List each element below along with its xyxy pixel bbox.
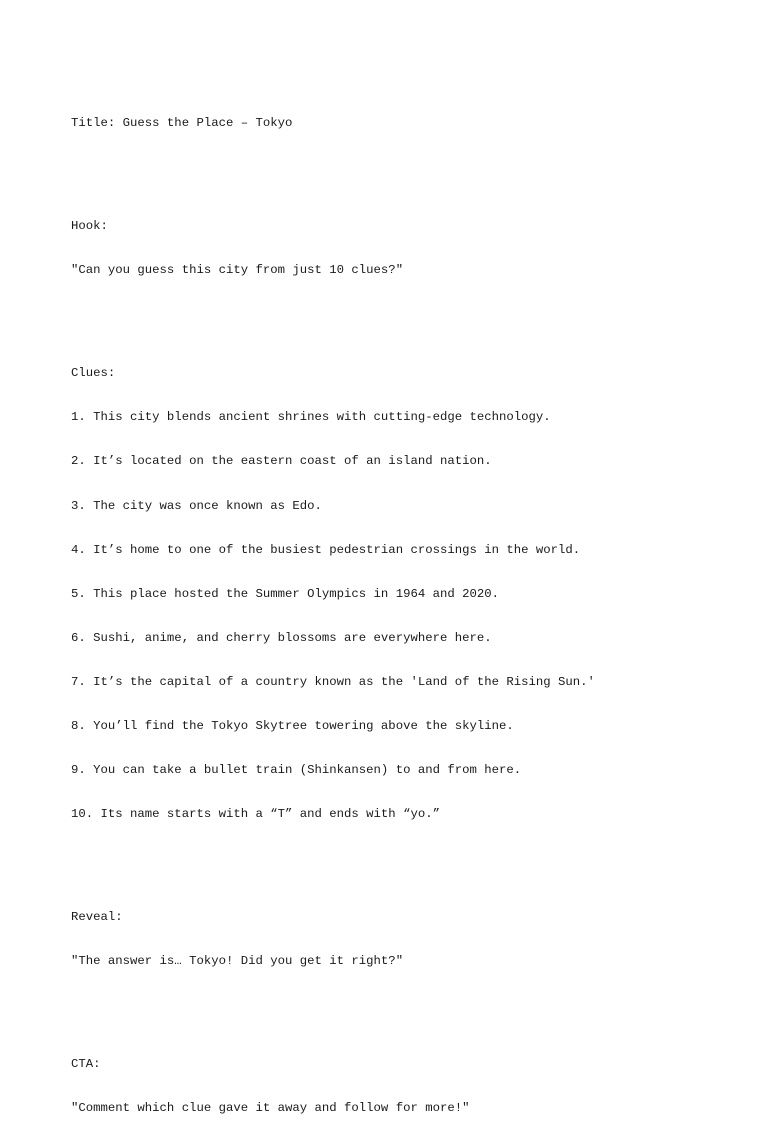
document-body	[71, 87, 731, 1145]
document-title: Title: Guess the Place – Tokyo	[71, 116, 293, 131]
clue-item-10: 10. Its name starts with a “T” and ends with “yo.”	[71, 807, 440, 822]
clue-item-6: 6. Sushi, anime, and cherry blossoms are everywhere here.	[71, 630, 492, 645]
clue-item-4: 4. It’s home to one of the busiest pedestrian crossings in the world.	[71, 542, 581, 557]
cta-text: "Comment which clue gave it away and follow for more!"	[71, 1101, 470, 1116]
spacer	[71, 161, 731, 176]
clue-item-3: 3. The city was once known as Edo.	[71, 498, 322, 513]
clue-item-2: 2. It’s located on the eastern coast of an island nation.	[71, 454, 492, 469]
clue-item-9: 9. You can take a bullet train (Shinkansen) to and from here.	[71, 763, 522, 778]
clue-item-7: 7. It’s the capital of a country known as the 'Land of the Rising Sun.'	[71, 674, 595, 689]
spacer	[71, 851, 731, 866]
spacer	[71, 998, 731, 1013]
hook-text: "Can you guess this city from just 10 clues?"	[71, 263, 404, 278]
clue-item-5: 5. This place hosted the Summer Olympics in 1964 and 2020.	[71, 586, 500, 601]
cta-heading: CTA:	[71, 1057, 101, 1072]
hook-heading: Hook:	[71, 219, 108, 234]
reveal-text: "The answer is… Tokyo! Did you get it right?"	[71, 954, 404, 969]
clue-item-1: 1. This city blends ancient shrines with cutting-edge technology.	[71, 410, 551, 425]
reveal-heading: Reveal:	[71, 910, 123, 925]
spacer	[71, 307, 731, 322]
clues-heading: Clues:	[71, 366, 116, 381]
clue-item-8: 8. You’ll find the Tokyo Skytree towering above the skyline.	[71, 719, 514, 734]
